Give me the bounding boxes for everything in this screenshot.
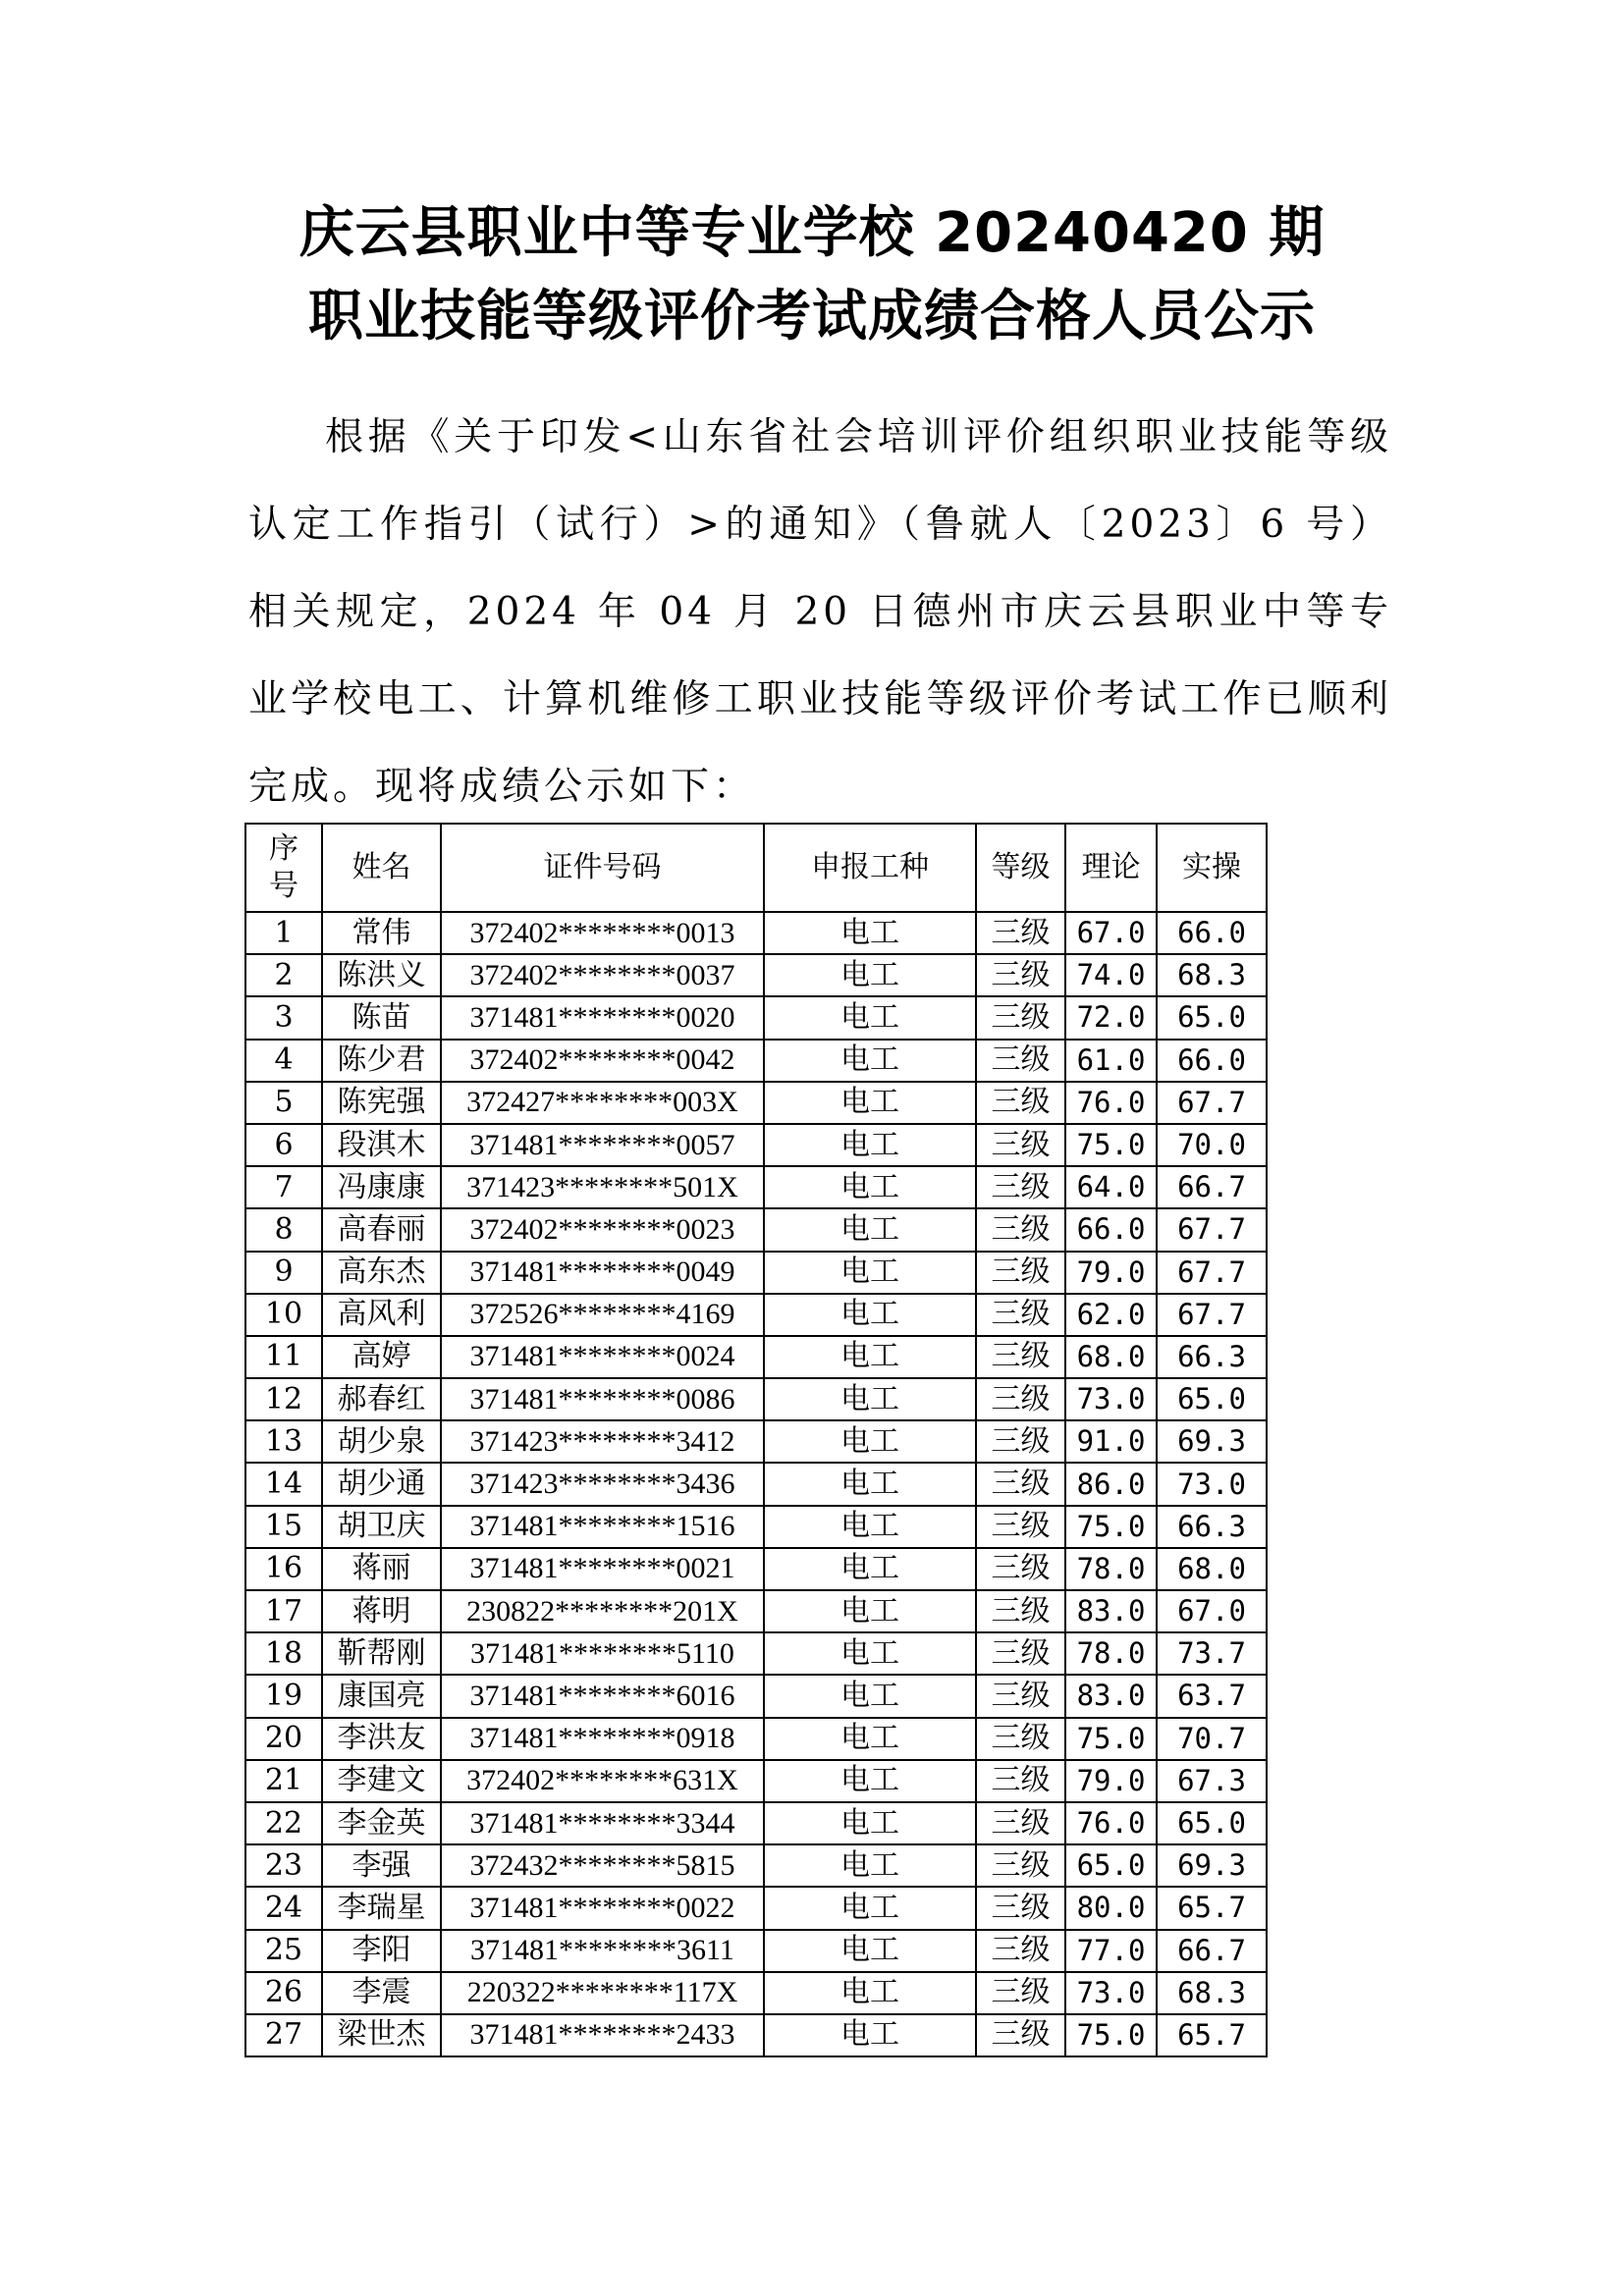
cell-name: 蒋丽 [322, 1548, 441, 1590]
cell-theory: 68.0 [1065, 1336, 1157, 1378]
table-row [245, 1336, 1267, 1378]
cell-id-number: 371481********3611 [441, 1930, 764, 1972]
cell-index: 26 [245, 1972, 322, 2014]
cell-id-number: 230822********201X [441, 1590, 764, 1632]
cell-index: 4 [245, 1040, 322, 1082]
table-row [245, 1802, 1267, 1844]
cell-level: 三级 [976, 1802, 1065, 1844]
cell-practice: 68.0 [1157, 1548, 1267, 1590]
cell-id-number: 372432********5815 [441, 1844, 764, 1887]
cell-practice: 66.0 [1157, 912, 1267, 954]
cell-level: 三级 [976, 1378, 1065, 1420]
cell-name: 高春丽 [322, 1208, 441, 1251]
cell-theory: 62.0 [1065, 1294, 1157, 1336]
cell-trade: 电工 [764, 1124, 976, 1166]
cell-practice: 67.7 [1157, 1252, 1267, 1294]
cell-index: 21 [245, 1760, 322, 1802]
cell-theory: 76.0 [1065, 1802, 1157, 1844]
cell-theory: 73.0 [1065, 1972, 1157, 2014]
cell-index: 16 [245, 1548, 322, 1590]
page-title-line-1: 庆云县职业中等专业学校 20240420 期 [298, 201, 1326, 265]
cell-practice: 67.7 [1157, 1082, 1267, 1124]
cell-theory: 67.0 [1065, 912, 1157, 954]
cell-name: 李强 [322, 1844, 441, 1887]
cell-theory: 73.0 [1065, 1378, 1157, 1420]
cell-trade: 电工 [764, 912, 976, 954]
cell-trade: 电工 [764, 1294, 976, 1336]
cell-practice: 69.3 [1157, 1420, 1267, 1463]
cell-theory: 75.0 [1065, 2014, 1157, 2056]
cell-trade: 电工 [764, 1972, 976, 2014]
cell-theory: 80.0 [1065, 1887, 1157, 1929]
cell-index: 15 [245, 1506, 322, 1548]
table-row [245, 1040, 1267, 1082]
cell-name: 高东杰 [322, 1252, 441, 1294]
cell-level: 三级 [976, 1760, 1065, 1802]
cell-name: 陈少君 [322, 1040, 441, 1082]
table-row [245, 1294, 1267, 1336]
cell-level: 三级 [976, 1590, 1065, 1632]
cell-id-number: 371481********2433 [441, 2014, 764, 2056]
cell-practice: 66.3 [1157, 1506, 1267, 1548]
cell-trade: 电工 [764, 996, 976, 1039]
cell-practice: 67.0 [1157, 1590, 1267, 1632]
cell-trade: 电工 [764, 1675, 976, 1717]
cell-name: 靳帮刚 [322, 1632, 441, 1675]
cell-trade: 电工 [764, 1718, 976, 1760]
table-row [245, 954, 1267, 996]
cell-trade: 电工 [764, 1252, 976, 1294]
table-header-row [245, 824, 1267, 912]
cell-index: 7 [245, 1166, 322, 1208]
cell-id-number: 372402********0023 [441, 1208, 764, 1251]
cell-id-number: 371481********0918 [441, 1718, 764, 1760]
cell-name: 李金英 [322, 1802, 441, 1844]
table-row [245, 1632, 1267, 1675]
cell-trade: 电工 [764, 1378, 976, 1420]
cell-trade: 电工 [764, 2014, 976, 2056]
cell-practice: 69.3 [1157, 1844, 1267, 1887]
cell-level: 三级 [976, 1972, 1065, 2014]
cell-id-number: 371423********3436 [441, 1463, 764, 1505]
cell-level: 三级 [976, 1506, 1065, 1548]
table-row [245, 1463, 1267, 1505]
cell-theory: 74.0 [1065, 954, 1157, 996]
cell-practice: 66.0 [1157, 1040, 1267, 1082]
header-index [245, 824, 322, 912]
cell-name: 常伟 [322, 912, 441, 954]
cell-id-number: 371481********0021 [441, 1548, 764, 1590]
cell-practice: 68.3 [1157, 954, 1267, 996]
cell-theory: 91.0 [1065, 1420, 1157, 1463]
cell-id-number: 371481********0057 [441, 1124, 764, 1166]
table-row [245, 1760, 1267, 1802]
cell-id-number: 371481********6016 [441, 1675, 764, 1717]
cell-index: 13 [245, 1420, 322, 1463]
cell-level: 三级 [976, 1124, 1065, 1166]
cell-index: 17 [245, 1590, 322, 1632]
table-row [245, 1506, 1267, 1548]
cell-name: 陈苗 [322, 996, 441, 1039]
cell-level: 三级 [976, 1420, 1065, 1463]
cell-level: 三级 [976, 1040, 1065, 1082]
cell-practice: 63.7 [1157, 1675, 1267, 1717]
cell-index: 12 [245, 1378, 322, 1420]
cell-level: 三级 [976, 1252, 1065, 1294]
cell-name: 胡少通 [322, 1463, 441, 1505]
table-row [245, 1252, 1267, 1294]
cell-name: 梁世杰 [322, 2014, 441, 2056]
cell-id-number: 371423********501X [441, 1166, 764, 1208]
cell-level: 三级 [976, 1930, 1065, 1972]
header-id-number: 证件号码 [441, 824, 764, 912]
cell-index: 23 [245, 1844, 322, 1887]
table-row [245, 1166, 1267, 1208]
header-practice: 实操 [1157, 824, 1267, 912]
header-trade: 申报工种 [764, 824, 976, 912]
cell-name: 李洪友 [322, 1718, 441, 1760]
cell-trade: 电工 [764, 1336, 976, 1378]
cell-trade: 电工 [764, 1506, 976, 1548]
table-row [245, 1590, 1267, 1632]
table-row [245, 1548, 1267, 1590]
cell-theory: 79.0 [1065, 1252, 1157, 1294]
cell-index: 14 [245, 1463, 322, 1505]
table-row [245, 1930, 1267, 1972]
cell-name: 胡少泉 [322, 1420, 441, 1463]
cell-id-number: 371481********0024 [441, 1336, 764, 1378]
cell-id-number: 372402********0037 [441, 954, 764, 996]
table-body [245, 912, 1267, 2056]
cell-name: 李瑞星 [322, 1887, 441, 1929]
cell-id-number: 372427********003X [441, 1082, 764, 1124]
cell-name: 高婷 [322, 1336, 441, 1378]
cell-theory: 83.0 [1065, 1675, 1157, 1717]
table-row [245, 1378, 1267, 1420]
cell-id-number: 371481********1516 [441, 1506, 764, 1548]
cell-theory: 64.0 [1065, 1166, 1157, 1208]
cell-index: 1 [245, 912, 322, 954]
cell-name: 李阳 [322, 1930, 441, 1972]
cell-level: 三级 [976, 1082, 1065, 1124]
cell-id-number: 371481********5110 [441, 1632, 764, 1675]
cell-index: 2 [245, 954, 322, 996]
cell-level: 三级 [976, 1294, 1065, 1336]
cell-index: 11 [245, 1336, 322, 1378]
cell-practice: 73.7 [1157, 1632, 1267, 1675]
cell-level: 三级 [976, 1887, 1065, 1929]
cell-level: 三级 [976, 1548, 1065, 1590]
cell-name: 李震 [322, 1972, 441, 2014]
cell-practice: 65.0 [1157, 1802, 1267, 1844]
cell-trade: 电工 [764, 1040, 976, 1082]
cell-trade: 电工 [764, 1590, 976, 1632]
cell-index: 24 [245, 1887, 322, 1929]
cell-index: 9 [245, 1252, 322, 1294]
cell-id-number: 372526********4169 [441, 1294, 764, 1336]
cell-level: 三级 [976, 1632, 1065, 1675]
header-index-text: 序 号 [269, 831, 298, 903]
cell-theory: 83.0 [1065, 1590, 1157, 1632]
cell-level: 三级 [976, 1336, 1065, 1378]
table-row [245, 1675, 1267, 1717]
cell-index: 10 [245, 1294, 322, 1336]
table-row [245, 912, 1267, 954]
cell-trade: 电工 [764, 1760, 976, 1802]
cell-index: 3 [245, 996, 322, 1039]
cell-theory: 77.0 [1065, 1930, 1157, 1972]
table-row [245, 1887, 1267, 1929]
cell-level: 三级 [976, 1208, 1065, 1251]
cell-index: 25 [245, 1930, 322, 1972]
cell-trade: 电工 [764, 954, 976, 996]
table-row [245, 1082, 1267, 1124]
cell-theory: 72.0 [1065, 996, 1157, 1039]
cell-level: 三级 [976, 1844, 1065, 1887]
cell-level: 三级 [976, 912, 1065, 954]
cell-level: 三级 [976, 996, 1065, 1039]
cell-practice: 67.7 [1157, 1208, 1267, 1251]
cell-theory: 78.0 [1065, 1632, 1157, 1675]
cell-id-number: 371423********3412 [441, 1420, 764, 1463]
cell-trade: 电工 [764, 1548, 976, 1590]
cell-id-number: 371481********3344 [441, 1802, 764, 1844]
cell-index: 8 [245, 1208, 322, 1251]
cell-level: 三级 [976, 954, 1065, 996]
table-row [245, 1844, 1267, 1887]
header-level: 等级 [976, 824, 1065, 912]
cell-name: 李建文 [322, 1760, 441, 1802]
cell-id-number: 372402********0013 [441, 912, 764, 954]
cell-level: 三级 [976, 2014, 1065, 2056]
cell-name: 郝春红 [322, 1378, 441, 1420]
cell-level: 三级 [976, 1463, 1065, 1505]
cell-practice: 66.7 [1157, 1930, 1267, 1972]
cell-id-number: 371481********0020 [441, 996, 764, 1039]
cell-id-number: 372402********0042 [441, 1040, 764, 1082]
header-name: 姓名 [322, 824, 441, 912]
cell-trade: 电工 [764, 1082, 976, 1124]
header-theory: 理论 [1065, 824, 1157, 912]
cell-theory: 86.0 [1065, 1463, 1157, 1505]
cell-theory: 78.0 [1065, 1548, 1157, 1590]
cell-theory: 75.0 [1065, 1718, 1157, 1760]
cell-theory: 75.0 [1065, 1506, 1157, 1548]
cell-name: 康国亮 [322, 1675, 441, 1717]
cell-trade: 电工 [764, 1166, 976, 1208]
cell-trade: 电工 [764, 1463, 976, 1505]
cell-index: 19 [245, 1675, 322, 1717]
cell-index: 5 [245, 1082, 322, 1124]
cell-trade: 电工 [764, 1802, 976, 1844]
cell-id-number: 371481********0022 [441, 1887, 764, 1929]
cell-practice: 66.3 [1157, 1336, 1267, 1378]
table-row [245, 1420, 1267, 1463]
cell-index: 20 [245, 1718, 322, 1760]
cell-index: 27 [245, 2014, 322, 2056]
table-row [245, 2014, 1267, 2056]
cell-name: 高风利 [322, 1294, 441, 1336]
cell-theory: 75.0 [1065, 1124, 1157, 1166]
results-table [244, 823, 1268, 2057]
cell-trade: 电工 [764, 1930, 976, 1972]
cell-name: 陈宪强 [322, 1082, 441, 1124]
cell-practice: 65.0 [1157, 1378, 1267, 1420]
table-row [245, 1718, 1267, 1760]
cell-trade: 电工 [764, 1208, 976, 1251]
table-row [245, 1972, 1267, 2014]
cell-level: 三级 [976, 1675, 1065, 1717]
cell-practice: 67.7 [1157, 1294, 1267, 1336]
cell-level: 三级 [976, 1166, 1065, 1208]
cell-practice: 65.7 [1157, 2014, 1267, 2056]
cell-id-number: 220322********117X [441, 1972, 764, 2014]
cell-theory: 61.0 [1065, 1040, 1157, 1082]
cell-level: 三级 [976, 1718, 1065, 1760]
table-row [245, 1208, 1267, 1251]
cell-practice: 68.3 [1157, 1972, 1267, 2014]
intro-paragraph: 根据《关于印发<山东省社会培训评价组织职业技能等级认定工作指引（试行）>的通知》（鲁就人〔2023〕6 号）相关规定，2024 年 04 月 20 日德州市庆云县职业中等专业学校电工、计算机维修工职业技能等级评价考试工作已顺利完成。现将成绩公示如下： [248, 415, 1392, 809]
cell-practice: 65.0 [1157, 996, 1267, 1039]
cell-practice: 67.3 [1157, 1760, 1267, 1802]
cell-trade: 电工 [764, 1887, 976, 1929]
cell-practice: 66.7 [1157, 1166, 1267, 1208]
cell-trade: 电工 [764, 1420, 976, 1463]
cell-id-number: 372402********631X [441, 1760, 764, 1802]
cell-id-number: 371481********0049 [441, 1252, 764, 1294]
cell-index: 6 [245, 1124, 322, 1166]
cell-theory: 65.0 [1065, 1844, 1157, 1887]
cell-practice: 70.0 [1157, 1124, 1267, 1166]
cell-name: 段淇木 [322, 1124, 441, 1166]
table-row [245, 996, 1267, 1039]
cell-name: 冯康康 [322, 1166, 441, 1208]
cell-trade: 电工 [764, 1844, 976, 1887]
cell-practice: 73.0 [1157, 1463, 1267, 1505]
cell-practice: 70.7 [1157, 1718, 1267, 1760]
table-row [245, 1124, 1267, 1166]
cell-id-number: 371481********0086 [441, 1378, 764, 1420]
cell-practice: 65.7 [1157, 1887, 1267, 1929]
cell-theory: 66.0 [1065, 1208, 1157, 1251]
cell-index: 22 [245, 1802, 322, 1844]
page-title-line-2: 职业技能等级评价考试成绩合格人员公示 [308, 285, 1316, 348]
cell-trade: 电工 [764, 1632, 976, 1675]
cell-theory: 76.0 [1065, 1082, 1157, 1124]
cell-name: 胡卫庆 [322, 1506, 441, 1548]
cell-name: 蒋明 [322, 1590, 441, 1632]
cell-theory: 79.0 [1065, 1760, 1157, 1802]
cell-index: 18 [245, 1632, 322, 1675]
cell-name: 陈洪义 [322, 954, 441, 996]
